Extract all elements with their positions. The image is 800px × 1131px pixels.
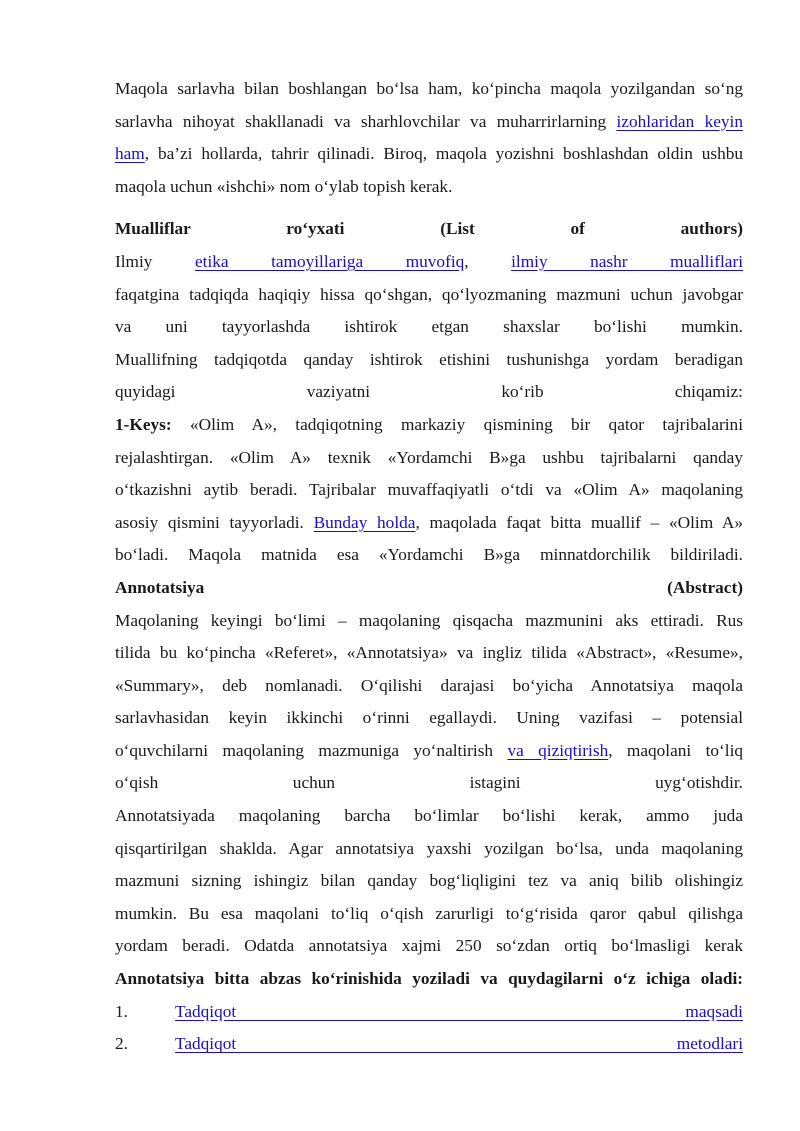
paragraph-line: Maqola sarlavha bilan boshlangan bo‘lsa ham, ko‘pincha maqola yozilgandan so‘ng [115,79,743,98]
section-heading-authors [115,213,743,246]
list-link[interactable]: Tadqiqot maqsadi [175,1001,743,1021]
paragraph-line: Annotatsiyada maqolaning barcha bo‘limlar bo‘lishi kerak, ammo juda [115,806,743,826]
text-span: Ilmiy [115,251,153,271]
section-heading-annotation [115,572,743,605]
paragraph-line-bold [115,963,743,996]
text-span: «Olim A», tadqiqotning markaziy qismining bir qator tajribalarini [171,414,743,434]
paragraph-line: rejalashtirgan. «Olim A» texnik «Yordamchi B»ga ushbu tajribalarni qanday [115,447,743,467]
heading-text: Mualliflar ro‘yxati (List of authors) [115,219,743,239]
link-case[interactable]: Bunday holda [313,512,416,532]
paragraph-line [115,409,743,442]
paragraph-line: faqatgina tadqiqda haqiqiy hissa qo‘shgan, qo‘lyozmaning mazmuni uchun javobgar [115,284,743,304]
paragraph-line [115,106,743,139]
paragraph-line: maqola uchun «ishchi» nom o‘ylab topish kerak. [115,176,453,196]
paragraph-line: va uni tayyorlashda ishtirok etgan shaxslar bo‘lishi mumkin. [115,317,743,337]
text-span: asosiy qismini tayyorladi. [115,512,304,532]
heading-left: Annotatsiya [115,577,205,597]
paragraph-line: o‘tkazishni aytib beradi. Tajribalar muvaffaqiyatli o‘tdi va «Olim A» maqolaning [115,480,743,500]
paragraph-line: mazmuni sizning ishingiz bilan qanday bog‘liqligini tez va aniq bilib olishingiz [115,871,743,891]
bold-text: Annotatsiya bitta abzas ko‘rinishida yoziladi va quydagilarni o‘z ichiga oladi: [115,969,743,989]
link-ethics[interactable]: etika tamoyillariga muvofiq [194,251,465,271]
paragraph-line [115,735,743,768]
text-span: o‘quvchilarni maqolaning mazmuniga yo‘naltirish [115,740,494,760]
paragraph-line: mumkin. Bu esa maqolani to‘liq o‘qish zarurligi to‘g‘risida qaror qabul qilishga [115,903,743,923]
text-span: , maqolada faqat bitta muallif – «Olim A» [415,512,744,532]
paragraph-line: qisqartirilgan shaklda. Agar annotatsiya yaxshi yozilgan bo‘lsa, unda maqolaning [115,838,743,858]
paragraph-line: o‘qish uchun istagini uyg‘otishdir. [115,773,743,793]
text-span: , ba’zi hollarda, tahrir qilinadi. Biroq, maqola yozishni boshlashdan oldin ushbu [144,144,743,164]
paragraph-line: quyidagi vaziyatni ko‘rib chiqamiz: [115,382,743,402]
text-span: , [464,251,469,271]
text-span: sarlavha nihoyat shakllanadi va sharhlovchilar va muharrirlarning [115,111,607,131]
heading-right: (Abstract) [667,577,743,597]
list-number: 1. [115,1001,128,1021]
paragraph-line: «Summary», deb nomlanadi. O‘qilishi darajasi bo‘yicha Annotatsiya maqola [115,675,743,695]
list-number: 2. [115,1034,128,1054]
link-comments[interactable]: izohlaridan keyin [616,111,743,131]
link-comments-cont[interactable]: ham [115,144,145,164]
paragraph-line [115,246,743,279]
document-page [115,73,743,1061]
paragraph-line: sarlavhasidan keyin ikkinchi o‘rinni egallaydi. Uning vazifasi – potensial [115,708,743,728]
paragraph-line: bo‘ladi. Maqola matnida esa «Yordamchi B»ga minnatdorchilik bildiriladi. [115,545,743,565]
list-link[interactable]: Tadqiqot metodlari [175,1034,743,1054]
paragraph-line [115,138,743,171]
paragraph-line: Muallifning tadqiqotda qanday ishtirok etishini tushunishga yordam beradigan [115,349,743,369]
text-span: , maqolani to‘liq [608,740,744,760]
list-item [115,996,743,1029]
list-item [115,1028,743,1061]
link-interest[interactable]: va qiziqtirish [507,740,609,760]
paragraph-line: Maqolaning keyingi bo‘limi – maqolaning qisqacha mazmunini aks ettiradi. Rus [115,610,743,630]
paragraph-line: yordam beradi. Odatda annotatsiya xajmi 250 so‘zdan ortiq bo‘lmasligi kerak [115,936,743,956]
paragraph-line: tilida bu ko‘pincha «Referet», «Annotatsiya» va ingliz tilida «Abstract», «Resume», [115,643,743,663]
link-authors[interactable]: ilmiy nashr mualliflari [511,251,744,271]
paragraph-line [115,507,743,540]
keys-label: 1-Keys: [115,414,172,434]
